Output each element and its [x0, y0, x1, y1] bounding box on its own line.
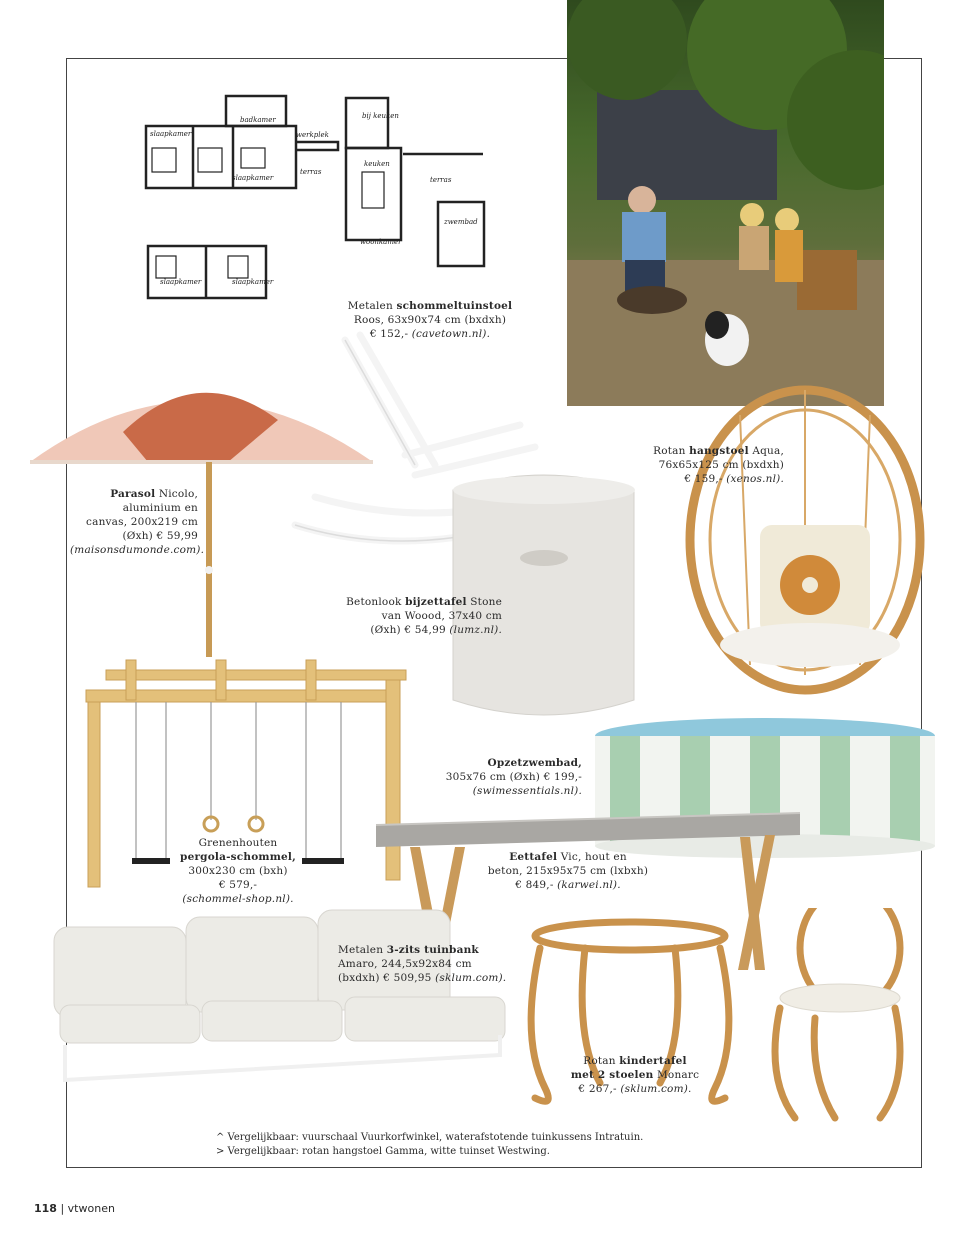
- caption-side-table: [330, 595, 502, 637]
- caption-source: (swimessentials.nl).: [472, 785, 582, 797]
- floorplan-label: zwembad: [444, 218, 478, 226]
- floorplan-label: woonkamer: [360, 238, 402, 246]
- caption-source: (cavetown.nl).: [411, 328, 491, 340]
- caption-product: 3-zits tuinbank: [386, 944, 479, 956]
- caption-text: aluminium en: [122, 502, 198, 514]
- caption-source: (maisonsdumonde.com).: [70, 544, 205, 556]
- kids-table-image: [515, 908, 915, 1133]
- caption-dining-table: [468, 850, 668, 892]
- caption-text: Nicolo,: [155, 488, 198, 500]
- caption-bench: [338, 943, 518, 985]
- footnote-photo: ^ Vergelijkbaar: vuurschaal Vuurkorfwinkel, waterafstotende tuinkussens Intratuin.: [216, 1132, 644, 1143]
- caption-text: canvas, 200x219 cm: [86, 516, 198, 528]
- caption-text: Rotan: [653, 445, 690, 457]
- caption-text: Metalen: [347, 300, 397, 312]
- caption-price: € 849,-: [515, 879, 558, 891]
- caption-text: Roos, 63x90x74 cm (bxdxh): [353, 314, 507, 326]
- caption-text: Stone: [466, 596, 502, 608]
- page-separator: |: [56, 1202, 68, 1215]
- caption-pergola: [170, 836, 306, 906]
- caption-product: schommeltuinstoel: [396, 300, 513, 312]
- floorplan-label: terras: [300, 168, 322, 176]
- caption-text: 300x230 cm (bxh): [188, 865, 288, 877]
- caption-product: Opzetzwembad,: [487, 757, 582, 769]
- garden-scene: [567, 0, 884, 406]
- caption-product: hangstoel: [689, 445, 749, 457]
- caption-source: (karwei.nl).: [557, 879, 621, 891]
- caption-product: bijzettafel: [405, 596, 467, 608]
- floorplan-label: slaapkamer: [160, 278, 202, 286]
- caption-text: Aqua,: [748, 445, 784, 457]
- caption-rocking-chair: [345, 299, 515, 341]
- caption-price: (Øxh) € 54,99: [370, 624, 450, 636]
- floor-plan: [138, 92, 498, 304]
- floorplan-label: bij keuken: [362, 112, 399, 120]
- caption-source: (lumz.nl).: [449, 624, 502, 636]
- caption-text: beton, 215x95x75 cm (lxbxh): [487, 865, 649, 877]
- bench-image: [40, 905, 520, 1085]
- floorplan-label: terras: [430, 176, 452, 184]
- caption-product: Eettafel: [509, 851, 558, 863]
- caption-source: (schommel-shop.nl).: [182, 893, 294, 905]
- caption-product: met 2 stoelen: [570, 1069, 654, 1081]
- caption-text: Monarc: [653, 1069, 700, 1081]
- floorplan-label: badkamer: [240, 116, 276, 124]
- caption-product: Parasol: [110, 488, 156, 500]
- caption-price: (Øxh) € 59,99: [122, 530, 198, 542]
- caption-source: (sklum.com).: [435, 972, 507, 984]
- caption-price: 305x76 cm (Øxh) € 199,-: [445, 771, 582, 783]
- caption-text: 76x65x125 cm (bxdxh): [658, 459, 784, 471]
- caption-text: Grenenhouten: [198, 837, 278, 849]
- floorplan-label: keuken: [364, 160, 390, 168]
- caption-parasol: [70, 487, 205, 557]
- caption-text: Metalen: [338, 944, 387, 956]
- caption-pool: [420, 756, 582, 798]
- caption-kids-table: [570, 1054, 700, 1096]
- footnotes: [216, 1131, 643, 1159]
- caption-hanging-chair: [640, 444, 784, 486]
- caption-text: Rotan: [583, 1055, 620, 1067]
- caption-product: kindertafel: [619, 1055, 687, 1067]
- caption-text: van Woood, 37x40 cm: [381, 610, 502, 622]
- floorplan-label: slaapkamer: [232, 278, 274, 286]
- caption-text: Amaro, 244,5x92x84 cm: [338, 958, 472, 970]
- hanging-chair-image: [680, 375, 925, 695]
- caption-price: (bxdxh) € 509,95: [338, 972, 436, 984]
- floorplan-label: slaapkamer: [150, 130, 192, 138]
- footnote-hanging-chair: > Vergelijkbaar: rotan hangstoel Gamma, witte tuinset Westwing.: [216, 1146, 550, 1157]
- caption-text: Betonlook: [346, 596, 406, 608]
- magazine-name: vtwonen: [67, 1202, 115, 1215]
- caption-price: € 267,-: [578, 1083, 621, 1095]
- caption-price: € 579,-: [218, 879, 258, 891]
- caption-source: (xenos.nl).: [726, 473, 784, 485]
- garden-photo: [567, 0, 884, 406]
- page-number: 118: [34, 1202, 57, 1215]
- caption-source: (sklum.com).: [620, 1083, 692, 1095]
- floorplan-label: werkplek: [296, 131, 329, 139]
- floorplan-label: slaapkamer: [232, 174, 274, 182]
- caption-text: Vic, hout en: [557, 851, 627, 863]
- caption-price: € 159,-: [684, 473, 727, 485]
- page-footer: [34, 1202, 115, 1215]
- caption-product: pergola-schommel,: [180, 851, 296, 863]
- caption-price: € 152,-: [369, 328, 412, 340]
